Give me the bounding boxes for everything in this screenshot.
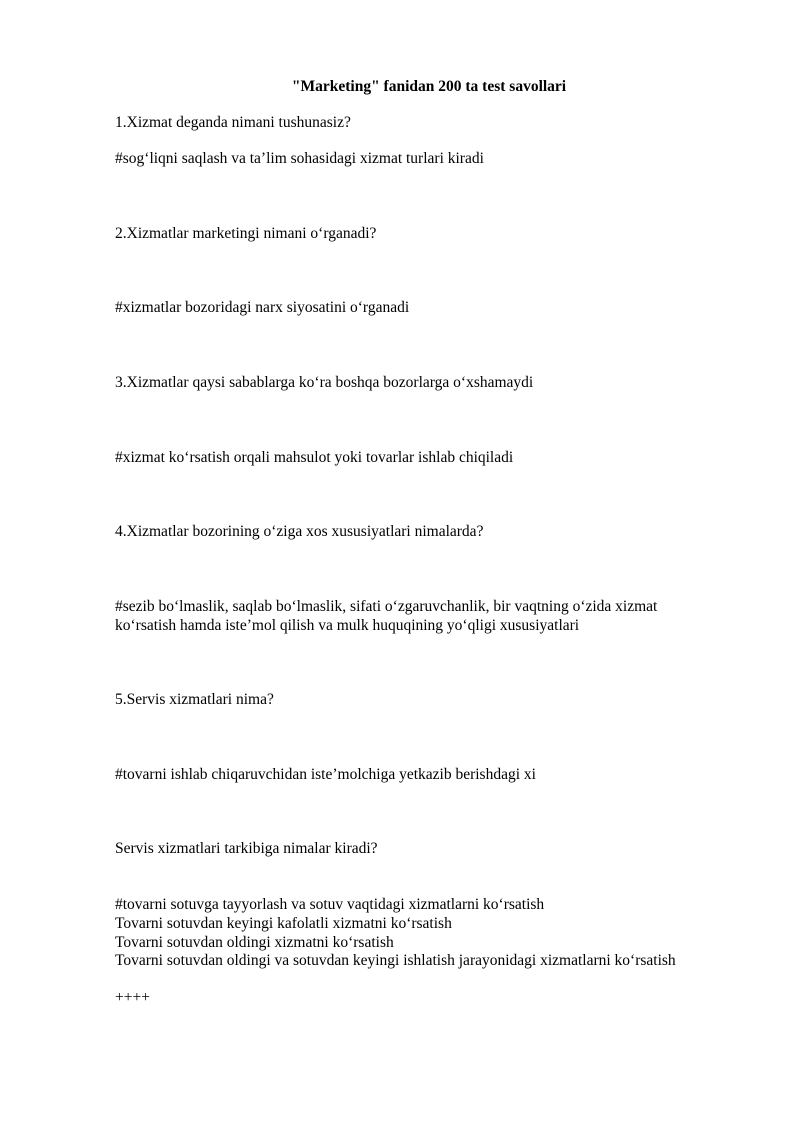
question-3: 3.Xizmatlar qaysi sabablarga ko‘ra boshqa bozorlarga o‘xshamaydi	[115, 374, 534, 391]
answer-4-line-1: #sezib bo‘lmaslik, saqlab bo‘lmaslik, sifati o‘zgaruvchanlik, bir vaqtning o‘zida xizmat	[115, 598, 658, 615]
option-line: #tovarni sotuvga tayyorlash va sotuv vaqtidagi xizmatlarni ko‘rsatish	[115, 896, 545, 913]
answer-marker: ++++	[115, 989, 150, 1006]
answer-3: #xizmat ko‘rsatish orqali mahsulot yoki tovarlar ishlab chiqiladi	[115, 449, 514, 466]
question-4: 4.Xizmatlar bozorining o‘ziga xos xususiyatlari nimalarda?	[115, 523, 484, 540]
option-line: Tovarni sotuvdan keyingi kafolatli xizmatni ko‘rsatish	[115, 915, 452, 932]
answer-2: #xizmatlar bozoridagi narx siyosatini o‘rganadi	[115, 299, 410, 316]
answer-1: #sog‘liqni saqlash va ta’lim sohasidagi xizmat turlari kiradi	[115, 150, 484, 167]
question-6: Servis xizmatlari tarkibiga nimalar kiradi?	[115, 840, 378, 857]
answer-5: #tovarni ishlab chiqaruvchidan iste’molchiga yetkazib berishdagi xi	[115, 766, 536, 783]
page-title: "Marketing" fanidan 200 ta test savollari	[291, 78, 567, 95]
option-line: Tovarni sotuvdan oldingi xizmatni ko‘rsatish	[115, 934, 394, 951]
answer-4-line-2: ko‘rsatish hamda iste’mol qilish va mulk huquqining yo‘qligi xususiyatlari	[115, 617, 580, 634]
question-1: 1.Xizmat deganda nimani tushunasiz?	[115, 114, 351, 131]
question-2: 2.Xizmatlar marketingi nimani o‘rganadi?	[115, 225, 377, 242]
option-line: Tovarni sotuvdan oldingi va sotuvdan keyingi ishlatish jarayonidagi xizmatlarni ko‘rsatish	[115, 952, 676, 969]
question-5: 5.Servis xizmatlari nima?	[115, 691, 274, 708]
